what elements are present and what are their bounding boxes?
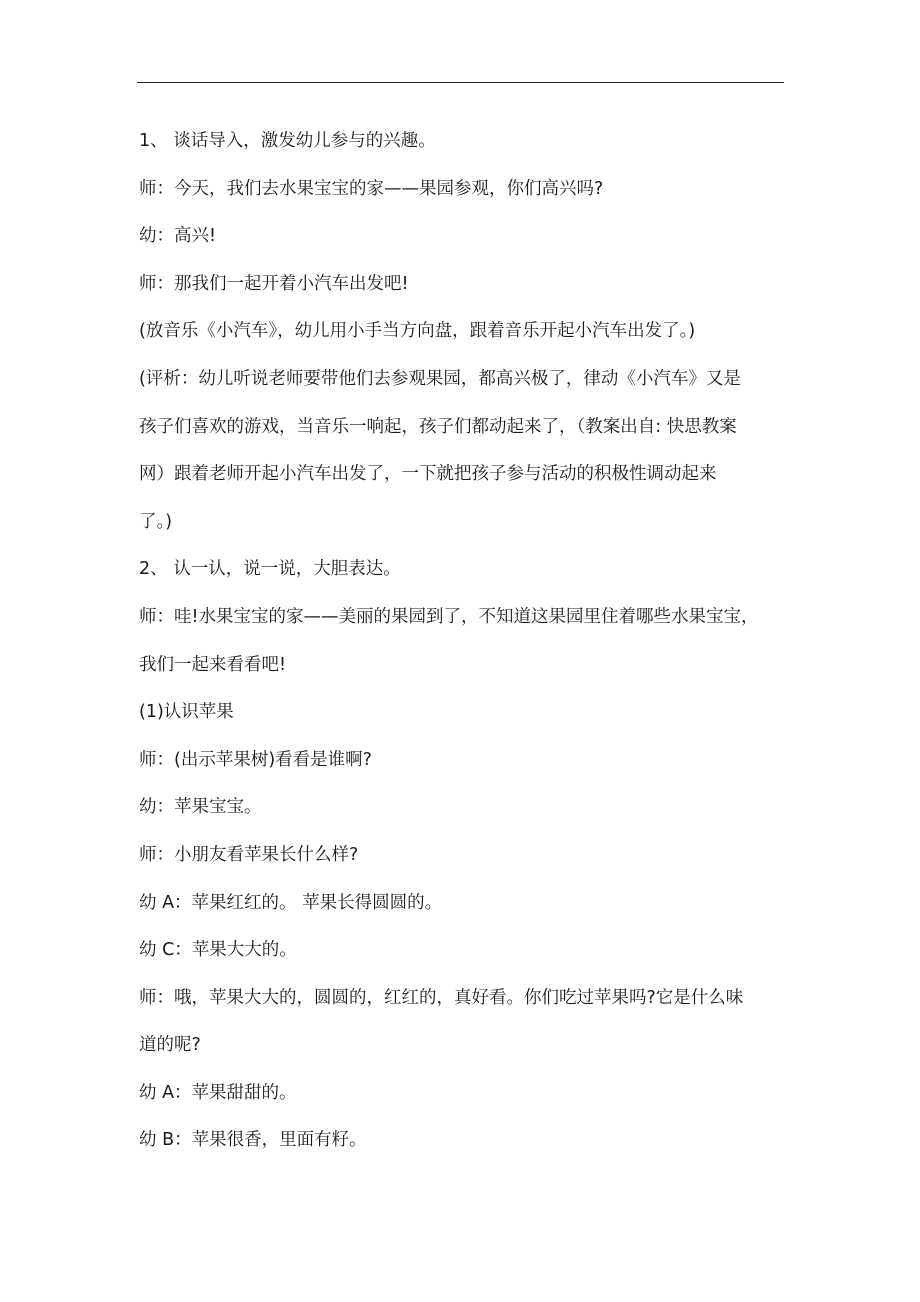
text-line: 幼 A：苹果甜甜的。 (139, 1082, 297, 1103)
text-line: 幼 B：苹果很香，里面有籽。 (139, 1130, 367, 1151)
text-line: 师：那我们一起开着小汽车出发吧! (139, 273, 409, 294)
header-rule (137, 82, 784, 83)
text-line: 幼：苹果宝宝。 (139, 797, 262, 818)
text-line: (1)认识苹果 (139, 702, 234, 723)
text-line: (评析：幼儿听说老师要带他们去参观果园，都高兴极了，律动《小汽车》又是 (139, 368, 741, 389)
text-line: 师：哦，苹果大大的，圆圆的，红红的，真好看。你们吃过苹果吗?它是什么味 (139, 987, 744, 1008)
text-line: 我们一起来看看吧! (139, 654, 287, 675)
text-line: 师：小朋友看苹果长什么样? (139, 844, 359, 865)
document-body (139, 118, 799, 1165)
text-line: 幼 C：苹果大大的。 (139, 940, 297, 961)
text-line: 了。) (139, 511, 173, 532)
text-line: (放音乐《小汽车》，幼儿用小手当方向盘，跟着音乐开起小汽车出发了。) (139, 321, 696, 342)
text-line: 道的呢? (139, 1035, 201, 1056)
text-line: 师：哇!水果宝宝的家——美丽的果园到了，不知道这果园里住着哪些水果宝宝， (139, 606, 759, 627)
text-line: 1、 谈话导入，激发幼儿参与的兴趣。 (139, 131, 436, 151)
text-line: 幼：高兴! (139, 226, 217, 247)
text-line: 2、 认一认，说一说，大胆表达。 (139, 559, 401, 580)
text-line: 师：(出示苹果树)看看是谁啊? (139, 749, 372, 770)
text-line: 网）跟着老师开起小汽车出发了，一下就把孩子参与活动的积极性调动起来 (139, 464, 717, 485)
text-line: 师：今天，我们去水果宝宝的家——果园参观，你们高兴吗? (139, 178, 604, 199)
text-line: 幼 A：苹果红红的。 苹果长得圆圆的。 (139, 892, 443, 913)
text-line: 孩子们喜欢的游戏，当音乐一响起，孩子们都动起来了，（教案出自: 快思教案 (139, 416, 737, 437)
